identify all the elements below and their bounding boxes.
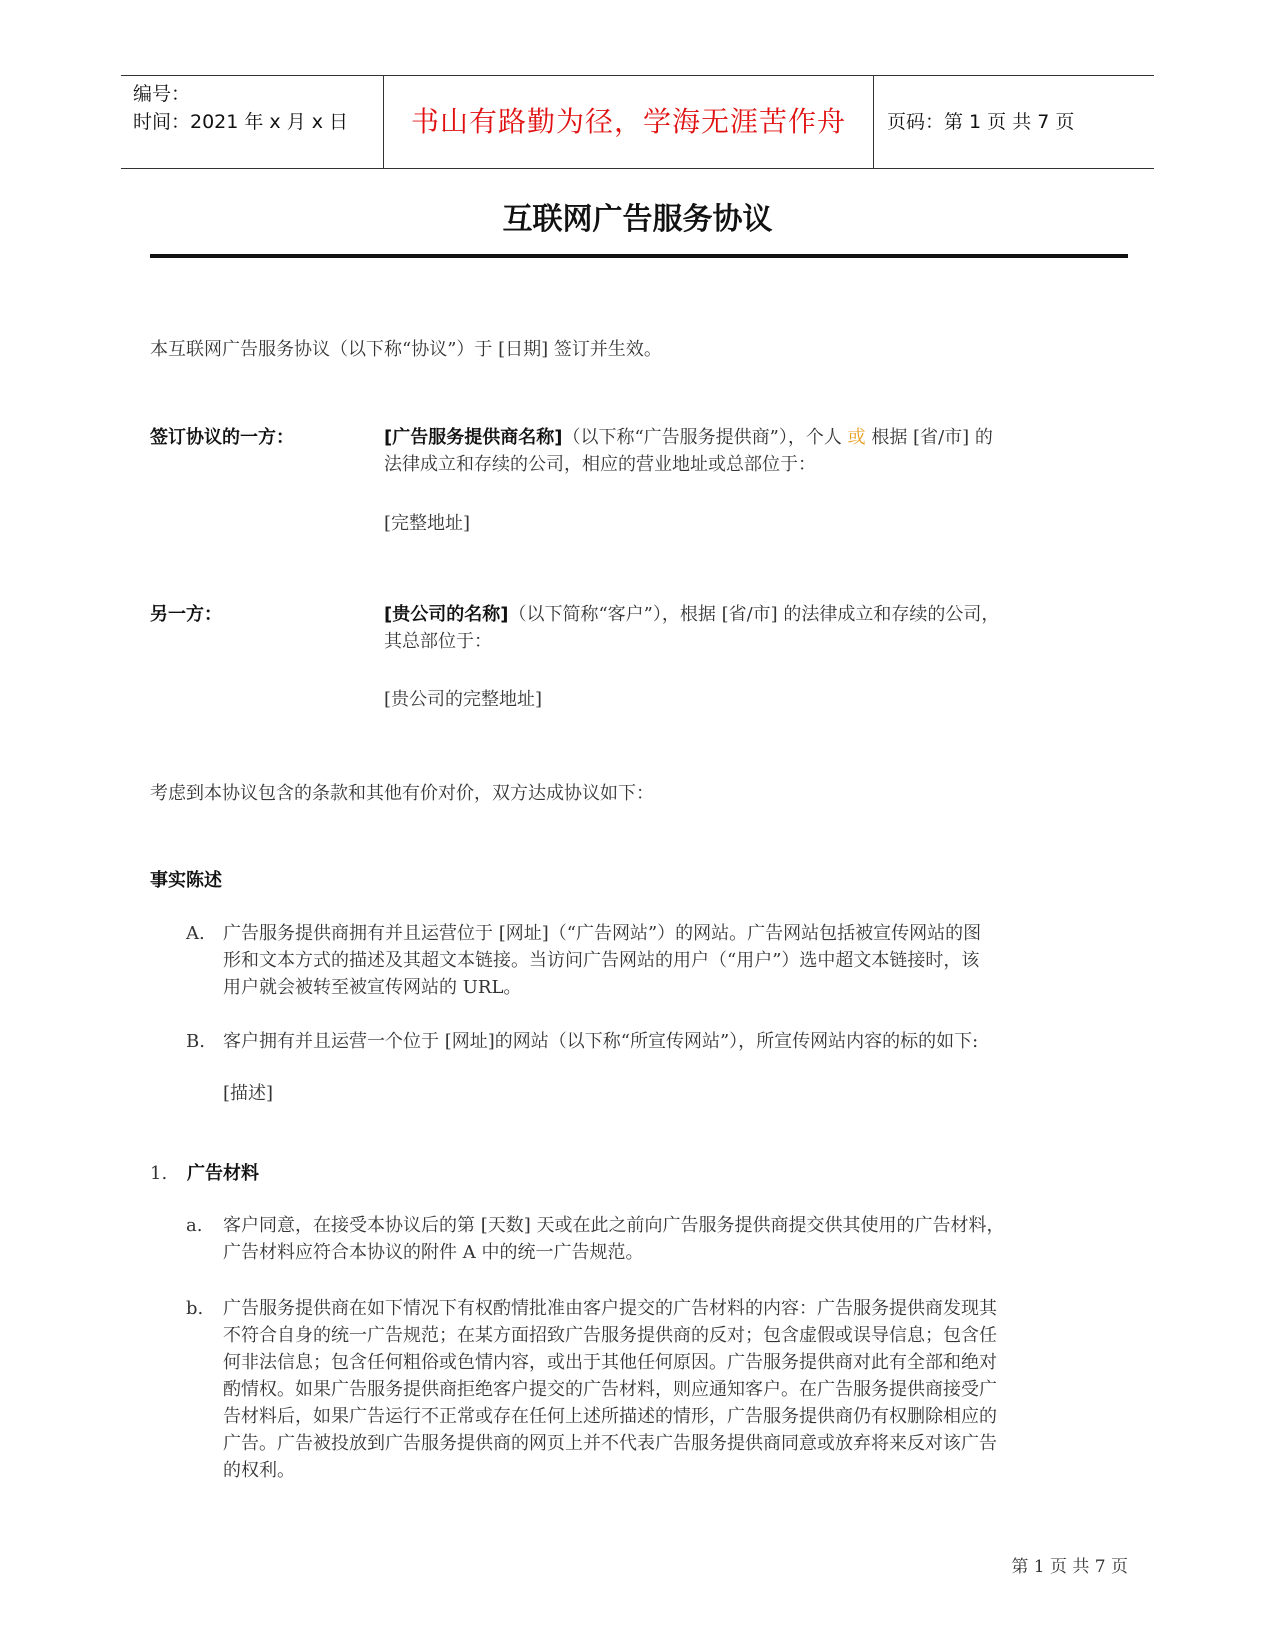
party-two-line1 <box>384 601 1129 628</box>
fact-b-marker: B. <box>186 1031 205 1052</box>
consideration-paragraph: 考虑到本协议包含的条款和其他有价对价，双方达成协议如下： <box>150 783 654 804</box>
party-two-name: [贵公司的名称] <box>384 604 509 625</box>
party-two-text-a: （以下简称“客户”），根据 [省/市] 的法律成立和存续的公司， <box>508 604 1000 625</box>
item-a-line: 客户同意，在接受本协议后的第 [天数] 天或在此之前向广告服务提供商提交供其使用的广告材料， <box>223 1215 1005 1236</box>
header-meta <box>133 80 348 136</box>
fact-b-description: [描述] <box>223 1083 274 1104</box>
fact-a-line: 用户就会被转至被宣传网站的 URL。 <box>223 977 522 998</box>
item-b-line: 广告。广告被投放到广告服务提供商的网页上并不代表广告服务提供商同意或放弃将来反对该广告 <box>223 1433 997 1454</box>
section-1-heading: 广告材料 <box>187 1163 259 1184</box>
party-one-or-word: 或 <box>847 427 866 448</box>
party-two-address: [贵公司的完整地址] <box>384 689 543 710</box>
item-b-line: 的权利。 <box>223 1460 295 1481</box>
item-b-line: 何非法信息；包含任何粗俗或色情内容，或出于其他任何原因。广告服务提供商对此有全部和绝对 <box>223 1352 997 1373</box>
item-b-line: 告材料后，如果广告运行不正常或存在任何上述所描述的情形，广告服务提供商仍有权删除相应的 <box>223 1406 997 1427</box>
fact-a-line: 形和文本方式的描述及其超文本链接。当访问广告网站的用户（“用户”）选中超文本链接时，该 <box>223 950 980 971</box>
header-divider <box>873 76 874 168</box>
party-one-label: 签订协议的一方： <box>150 427 294 448</box>
item-a-line: 广告材料应符合本协议的附件 A 中的统一广告规范。 <box>223 1242 644 1263</box>
page-header <box>121 75 1154 169</box>
item-b-line: 广告服务提供商在如下情况下有权酌情批准由客户提交的广告材料的内容：广告服务提供商发现其 <box>223 1298 997 1319</box>
party-one-text-b: 根据 [省/市] 的 <box>871 427 993 448</box>
party-one-name: [广告服务提供商名称] <box>384 427 563 448</box>
section-1-number: 1. <box>150 1163 168 1184</box>
header-time-label: 时间：2021 年 x 月 x 日 <box>133 111 349 133</box>
item-b-line: 酌情权。如果广告服务提供商拒绝客户提交的广告材料，则应通知客户。在广告服务提供商接受广 <box>223 1379 997 1400</box>
page-footer: 第 1 页 共 7 页 <box>1011 1557 1128 1577</box>
fact-b-line: 客户拥有并且运营一个位于 [网址]的网站（以下称“所宣传网站”），所宣传网站内容的标的如下: <box>223 1031 979 1052</box>
party-two-label: 另一方： <box>150 604 222 625</box>
item-b-marker: b. <box>186 1298 204 1319</box>
facts-heading: 事实陈述 <box>150 870 222 891</box>
party-one-text-a: （以下称“广告服务提供商”），个人 <box>562 427 842 448</box>
party-two-line2: 其总部位于： <box>384 631 492 652</box>
party-one-line1 <box>384 424 1129 451</box>
fact-a-line: 广告服务提供商拥有并且运营位于 [网址]（“广告网站”）的网站。广告网站包括被宣传网站的图 <box>223 923 982 944</box>
item-a-marker: a. <box>186 1215 203 1236</box>
party-one-line2: 法律成立和存续的公司，相应的营业地址或总部位于： <box>384 454 816 475</box>
party-one-address: [完整地址] <box>384 513 471 534</box>
document-title: 互联网广告服务协议 <box>502 202 773 237</box>
fact-a-marker: A. <box>186 923 205 944</box>
item-b-line: 不符合自身的统一广告规范；在某方面招致广告服务提供商的反对；包含虚假或误导信息；包含任 <box>223 1325 997 1346</box>
title-rule <box>150 254 1128 258</box>
header-motto: 书山有路勤为径，学海无涯苦作舟 <box>410 105 846 138</box>
intro-paragraph: 本互联网广告服务协议（以下称“协议”）于 [日期] 签订并生效。 <box>150 339 662 360</box>
header-number-label: 编号： <box>133 83 191 105</box>
header-page-info: 页码：第 1 页 共 7 页 <box>887 111 1075 133</box>
